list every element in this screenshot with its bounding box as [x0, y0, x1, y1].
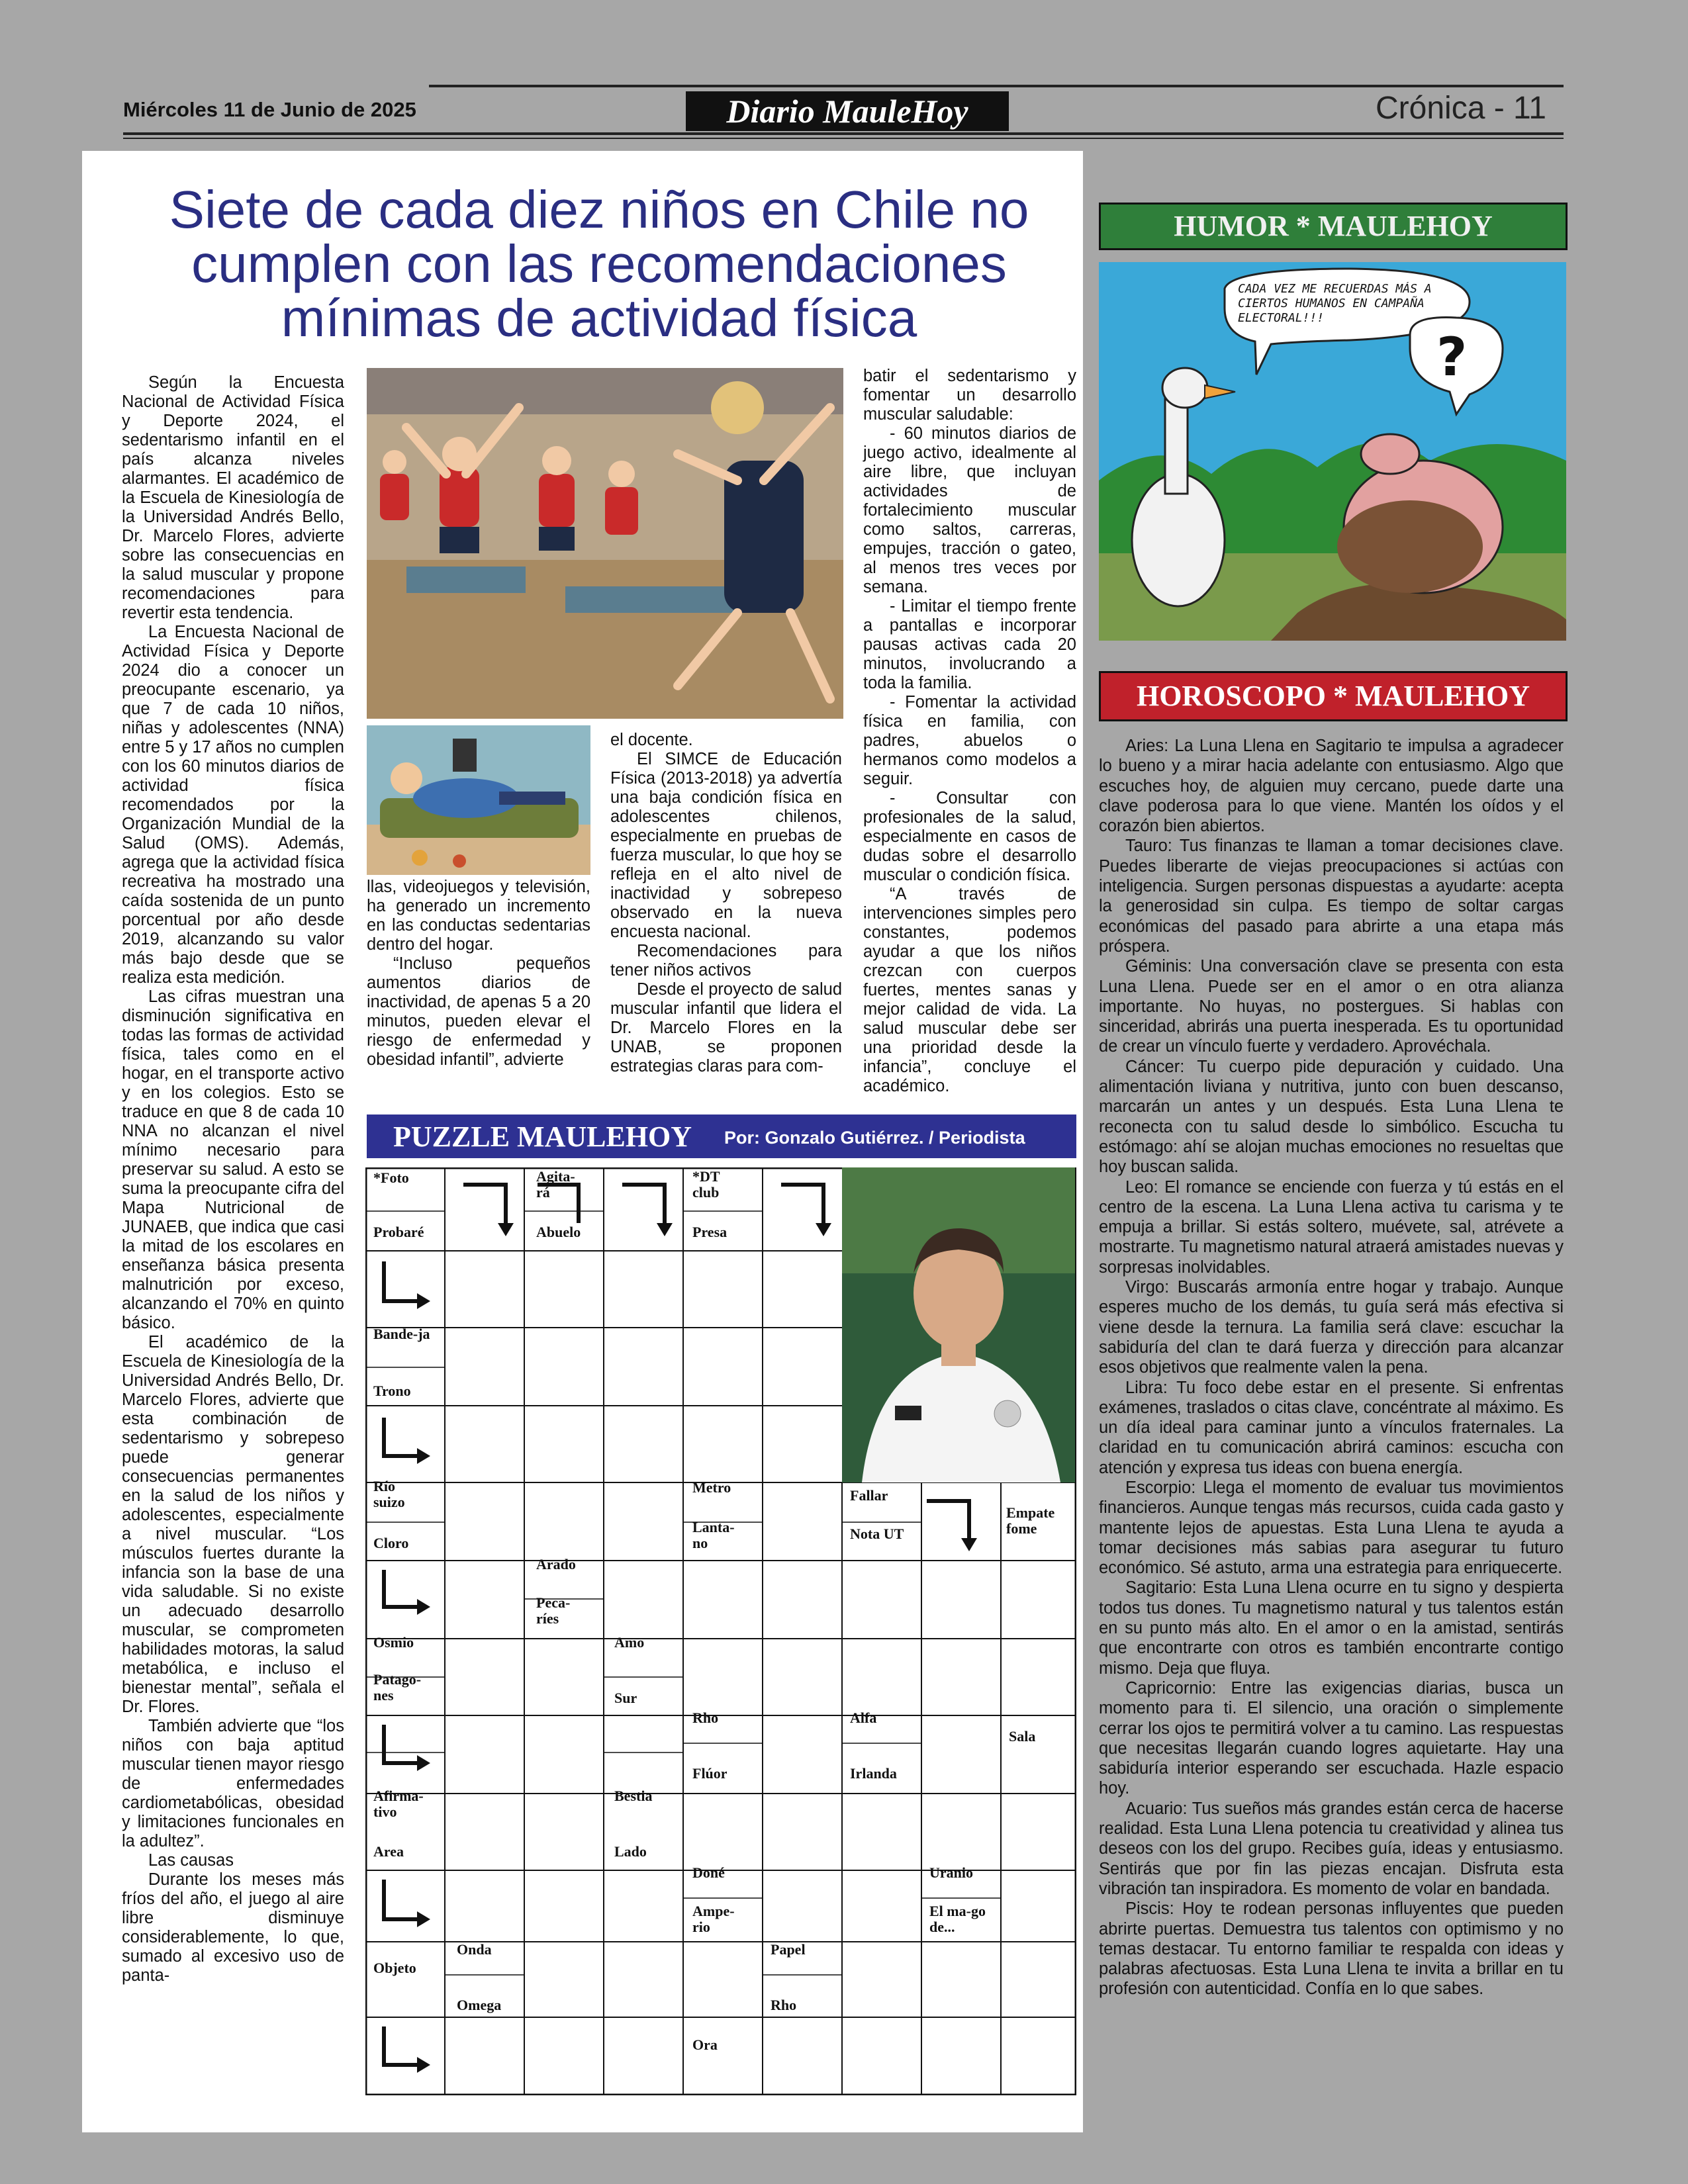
clue-el-mago-de: El ma-go de...: [929, 1903, 986, 1935]
clue-cloro: Cloro: [373, 1535, 409, 1551]
paragraph: el docente.: [610, 731, 693, 749]
horoscope-virgo: Virgo: Buscarás armonía entre hogar y trabajo. Aunque esperes mucho de los demás, tu guía será más efectiva si viene desde la ternura. La familia será clave: escuchar la sabiduría del clan te dará fuerza y dirección para alcanzar esos objetivos que realmente valen la pena.: [1099, 1278, 1564, 1377]
horoscope-cancer: Cáncer: Tu cuerpo pide depuración y cuidado. Una alimentación liviana y nutritiva, junto con buen descanso, marcarán un antes y un después. Esta Luna Llena te reconecta con tu salud desde lo simbólico. Escucha tu estómago: ahí se alojan muchas emociones no resueltas que hoy buscan salida.: [1099, 1057, 1564, 1177]
paragraph: batir el sedentarismo y fomentar un desarrollo muscular saludable:: [863, 367, 1076, 424]
horoscope-piscis: Piscis: Hoy te rodean personas influyentes que pueden abrirte puertas. Demuestra tus talentos con optimismo y no temas destacar. Tu entorno familiar te respalda con ideas y palabras afectuosas. Esta Luna Llena te invita a brillar en tu profesión con autenticidad. Confía en lo que sabes.: [1099, 1899, 1564, 1999]
puzzle-header: [367, 1115, 1076, 1158]
paragraph: Durante los meses más fríos del año, el juego al aire libre disminuye considerablemente, lo que, sumado al excesivo uso de panta-: [122, 1870, 344, 1985]
clue-omega: Omega: [457, 1997, 502, 2013]
humor-cartoon: [1099, 262, 1566, 641]
horoscope-escorpio: Escorpio: Llega el momento de evaluar tus movimientos financieros. Aunque tengas más recursos, cuida cada gasto y mantente lejos de apuestas. Esta Luna Llena te ayuda a tomar decisiones más sabias para asegurar tu futuro económico. Sé astuto, arma una estrategia para enriquecerte.: [1099, 1478, 1564, 1578]
paragraph: El académico de la Escuela de Kinesiología de la Universidad Andrés Bello, Dr. Marcelo Flores, advierte que esta combinación de sedentarismo y sobrepeso puede generar consecuencias permanentes en la salud de los niños y adolescentes, especialmente a nivel muscular. “Los músculos fuertes durante la infancia son la base de una vida saludable. Si no existe un adecuado desarrollo muscular, se comprometen habilidades motoras, la salud metabólica, e incluso el bienestar mental”, señala el Dr. Flores.: [122, 1333, 344, 1716]
clue-rho-2: Rho: [771, 1997, 797, 2013]
children-exercise-photo: [367, 368, 843, 719]
clue-afirmativo: Afirma-tivo: [373, 1788, 424, 1820]
clue-amperio: Ampe-rio: [692, 1903, 735, 1935]
article-column-3: [610, 731, 842, 1076]
clue-agitara: Agita-rá: [536, 1168, 575, 1201]
paragraph: Las cifras muestran una disminución significativa en todas las formas de actividad física, tales como en el hogar, en el transporte activo y en los colegios. Esto se traduce en que 8 de cada 10 NNA no alcanzan el nivel mínimo necesario para preservar su salud. A esto se suma la preocupante cifra del Mapa Nutricional de JUNAEB, que indica que casi la mitad de los escolares en enseñanza básica presenta malnutrición por exceso, alcanzando el 70% en quinto básico.: [122, 987, 344, 1332]
article-column-2: [367, 878, 590, 1069]
clue-fluor: Flúor: [692, 1765, 727, 1782]
article-column-1: [122, 373, 344, 1985]
clue-pecaries: Peca-ríes: [536, 1594, 571, 1627]
clue-objeto: Objeto: [373, 1960, 416, 1976]
clue-osmio: Osmio: [373, 1634, 414, 1651]
paragraph: - Consultar con profesionales de la salud, especialmente en casos de dudas sobre el desarrollo muscular o condición física.: [863, 789, 1076, 884]
clue-onda: Onda: [457, 1941, 492, 1958]
horoscope-list: [1099, 736, 1564, 1999]
clue-fallar: Fallar: [850, 1487, 888, 1504]
article-headline: Siete de cada diez niños en Chile no cumplen con las recomendaciones mínimas de actividad física: [169, 180, 1029, 347]
clue-bandeja: Bande-ja: [373, 1326, 430, 1342]
paragraph: - Limitar el tiempo frente a pantallas e incorporar pausas activas cada 20 minutos, involucrando a toda la familia.: [863, 597, 1076, 692]
cartoon-speech-bubble: CADA VEZ ME RECUERDAS MÁS A CIERTOS HUMANOS EN CAMPAÑA ELECTORAL!!!: [1238, 282, 1432, 325]
puzzle-title: PUZZLE MAULEHOY: [393, 1120, 692, 1153]
clue-arado: Arado: [536, 1556, 576, 1572]
clue-lantano: Lanta-no: [692, 1519, 735, 1551]
clue-ora: Ora: [692, 2036, 718, 2053]
clue-irlanda: Irlanda: [850, 1765, 897, 1782]
clue-metro: Metro: [692, 1479, 731, 1496]
clue-foto: *Foto: [373, 1169, 409, 1186]
clue-done: Doné: [692, 1864, 725, 1881]
paragraph: La Encuesta Nacional de Actividad Física y Deporte 2024 dio a conocer un preocupante escenario, ya que 7 de cada 10 niños, niñas y adolescentes (NNA) entre 5 y 17 años no cumplen con los 60 minutos diarios de actividad física recomendados por la Organización Mundial de la Salud (OMS). Además, agrega que la actividad física recreativa ha mostrado una caída sostenida de un punto porcentual por año desde 2019, alcanzando su valor más bajo desde que se realiza esta medición.: [122, 623, 344, 987]
paragraph: Desde el proyecto de salud muscular infantil que lidera el Dr. Marcelo Flores en la UNAB, se proponen estrategias claras para com-: [610, 980, 842, 1075]
horoscope-leo: Leo: El romance se enciende con fuerza y tú estás en el centro de la escena. La Luna Llena activa tu carisma y te empuja a brillar. Si estás soltero, muévete, sal, atrévete a mostrarte. Tu magnetismo natural atraerá amistades nuevas y sorpresas inolvidables.: [1099, 1177, 1564, 1277]
coach-photo: [842, 1167, 1075, 1482]
clue-dt-club: *DT club: [692, 1168, 720, 1201]
clue-empate-fome: Empate fome: [1006, 1504, 1055, 1537]
clue-abuelo: Abuelo: [536, 1224, 581, 1240]
horoscope-libra: Libra: Tu foco debe estar en el presente. Si enfrentas exámenes, traslados o citas clave, concéntrate al máximo. Es un día ideal para caminar junto a vínculos fraternales. La claridad en tu comunicación abrirá caminos: escucha con atención y expresa tus ideas con buena energía.: [1099, 1378, 1564, 1477]
clue-rio-suizo: Río suizo: [373, 1478, 405, 1510]
newspaper-logo: Diario MauleHoy: [686, 91, 1009, 131]
paragraph: - 60 minutos diarios de juego activo, idealmente al aire libre, que incluyan actividades de fortalecimiento muscular como saltos, carreras, empujes, tracción o gateo, al menos tres veces por semana.: [863, 424, 1076, 596]
section-page-number: Crónica - 11: [1376, 91, 1546, 126]
horoscope-acuario: Acuario: Tus sueños más grandes están cerca de hacerse realidad. Esta Luna Llena potencia tu creatividad y alinea tus deseos con los del grupo. Recibes guía, ideas y entusiasmo. Sentirás que por fin las piezas encajan. Disfruta esta vibración tan inspiradora. Es momento de volar en bandada.: [1099, 1799, 1564, 1898]
sedentary-kid-illustration: [367, 725, 590, 875]
clue-presa: Presa: [692, 1224, 727, 1240]
clue-nota-ut: Nota UT: [850, 1525, 904, 1542]
horoscope-sagitario: Sagitario: Esta Luna Llena ocurre en tu signo y despierta todos tus dones. Tu magnetismo natural y tus talentos están en su punto más alto. En el amor o en la amistad, sentirás que encontrarte con otros es también encontrarte contigo mismo. Deja que fluya.: [1099, 1578, 1564, 1678]
paragraph: llas, videojuegos y televisión, ha generado un incremento en las conductas sedentarias dentro del hogar.: [367, 878, 590, 954]
paragraph: El SIMCE de Educación Física (2013-2018) ya advertía una baja condición física en adolescentes chilenos, especialmente en pruebas de fuerza muscular, lo que hoy se refleja en el alto nivel de inactividad y sobrepeso observado en la nueva encuesta nacional.: [610, 750, 842, 941]
clue-papel: Papel: [771, 1941, 806, 1958]
horoscope-section-title: HOROSCOPO * MAULEHOY: [1099, 671, 1568, 721]
clue-trono: Trono: [373, 1383, 411, 1399]
puzzle-author: Por: Gonzalo Gutiérrez. / Periodista: [724, 1128, 1025, 1148]
subheading: Las causas: [148, 1851, 234, 1870]
clue-patagones: Patago-nes: [373, 1671, 422, 1704]
clue-alfa: Alfa: [850, 1709, 877, 1726]
paragraph: - Fomentar la actividad física en familia, con padres, abuelos o hermanos como modelos a seguir.: [863, 693, 1076, 788]
clue-sala: Sala: [1009, 1728, 1036, 1745]
clue-amo: Amo: [614, 1634, 645, 1651]
humor-section-title: HUMOR * MAULEHOY: [1099, 203, 1568, 250]
paragraph: “A través de intervenciones simples pero constantes, podemos ayudar a que los niños crezcan con cuerpos fuertes, mentes sanas y mejor calidad de vida. La salud muscular debe ser una prioridad desde la infancia”, concluye el académico.: [863, 885, 1076, 1095]
horoscope-geminis: Géminis: Una conversación clave se presenta con esta Luna Llena. Puede ser en el amor o en otra alianza importante. No huyas, no postergues. Si hablas con sinceridad, abrirás una puerta inesperada. Es tu oportunidad de crear un vínculo fuerte y verdadero. Aprovéchala.: [1099, 957, 1564, 1056]
clue-area: Area: [373, 1843, 404, 1860]
cartoon-question-mark: ?: [1436, 326, 1468, 388]
horoscope-tauro: Tauro: Tus finanzas te llaman a tomar decisiones clave. Puedes liberarte de viejas preocupaciones si actúas con inteligencia. Surgen personas dispuestas a ayudarte: acepta la generosidad sin culpa. Es tiempo de soltar cargas económicas del pasado para abrirte a una etapa más próspera.: [1099, 837, 1564, 956]
clue-probare: Probaré: [373, 1224, 424, 1240]
clue-lado: Lado: [614, 1843, 647, 1860]
issue-date: Miércoles 11 de Junio de 2025: [123, 98, 416, 121]
clue-bestia: Bestia: [614, 1788, 653, 1804]
paragraph: Según la Encuesta Nacional de Actividad Física y Deporte 2024, el sedentarismo infantil en el país alcanza niveles alarmantes. El académico de la Escuela de Kinesiología de la Universidad Andrés Bello, Dr. Marcelo Flores, advierte sobre las consecuencias en la salud muscular y propone recomendaciones para revertir esta tendencia.: [122, 373, 344, 622]
clue-rho: Rho: [692, 1709, 719, 1726]
article-column-4: [863, 367, 1076, 1096]
horoscope-aries: Aries: La Luna Llena en Sagitario te impulsa a agradecer lo bueno y a mirar hacia adelante con entusiasmo. Algo que escuches hoy, de alguien muy cercano, puede darte una clave poderosa para lo que viene. Mantén los oídos y el corazón bien abiertos.: [1099, 737, 1564, 836]
horoscope-capricornio: Capricornio: Entre las exigencias diarias, busca un momento para ti. El silencio, una oración o simplemente cerrar los ojos te permitirá volver a tu camino. Las respuestas que necesitas llegarán cuando logres aquietarte. Hay una sabiduría interior esperando ser escuchada. Hazle espacio hoy.: [1099, 1678, 1564, 1798]
paragraph: “Incluso pequeños aumentos diarios de inactividad, de apenas 5 a 20 minutos, pueden elevar el riesgo de enfermedad y obesidad infantil”, advierte: [367, 954, 590, 1069]
paragraph: También advierte que “los niños con baja aptitud muscular tienen mayor riesgo de enfermedades cardiometabólicas, obesidad y limitaciones funcionales en la adultez”.: [122, 1717, 344, 1850]
clue-uranio: Uranio: [929, 1864, 973, 1881]
clue-sur: Sur: [614, 1690, 637, 1706]
subheading: Recomendaciones para tener niños activos: [610, 942, 842, 979]
